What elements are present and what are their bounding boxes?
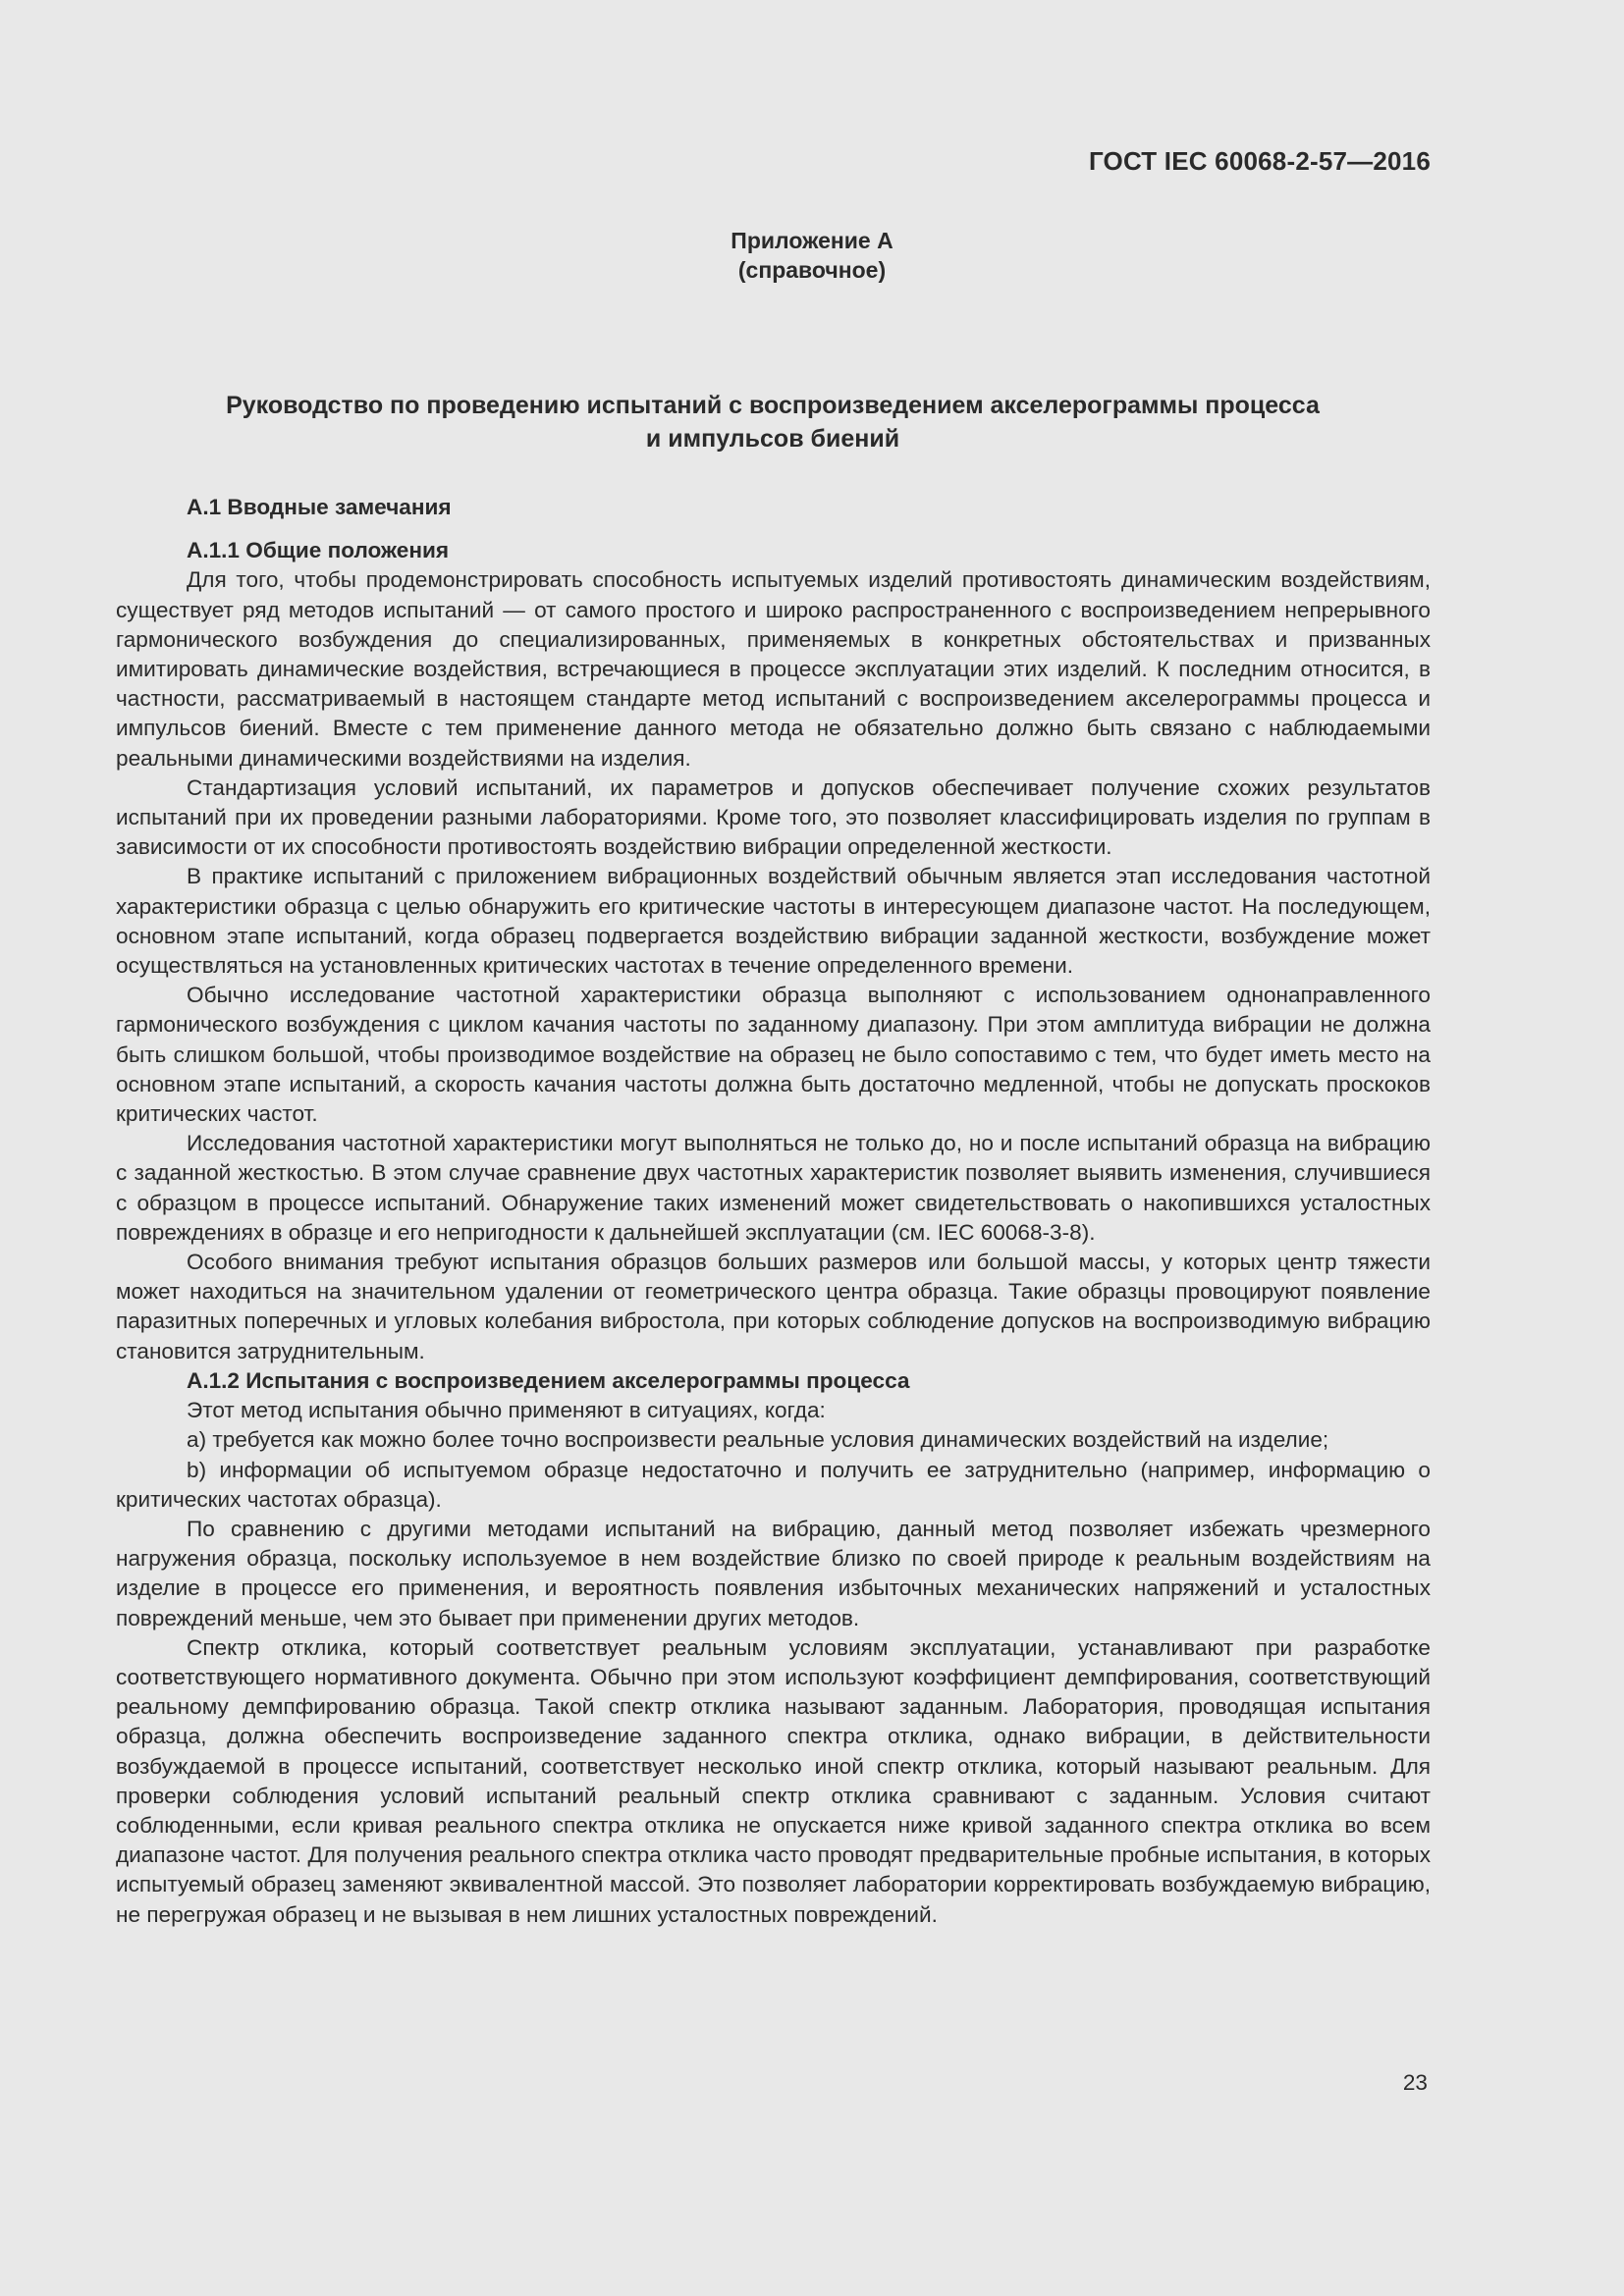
document-title: [147, 389, 1398, 455]
appendix-heading: [0, 226, 1624, 285]
section-heading-a1: А.1 Вводные замечания: [187, 495, 452, 519]
section-heading-a1-1: А.1.1 Общие положения: [187, 538, 450, 563]
paragraph: Исследования частотной характеристики могут выполняться не только до, но и после испытаний образца на вибрацию с заданной жесткостью. В этом случае сравнение двух частотных характеристик позволяет выявить изменения, случившиеся с образцом в процессе испытаний. Обнаружение таких изменений может свидетельствовать о накопившихся усталостных повреждениях в образце и его непригодности к дальнейшей эксплуатации (см. IEC 60068-3-8).: [116, 1131, 1431, 1245]
appendix-title: Приложение А: [731, 228, 893, 253]
paragraph: Особого внимания требуют испытания образцов больших размеров или большой массы, у которых центр тяжести может находиться на значительном удалении от геометрического центра образца. Такие образцы провоцируют появление паразитных поперечных и угловых колебания вибростола, при которых соблюдение допусков на воспроизводимую вибрацию становится затруднительным.: [116, 1250, 1431, 1363]
paragraph: В практике испытаний с приложением вибрационных воздействий обычным является этап исследования частотной характеристики образца с целью обнаружить его критические частоты в интересующем диапазоне частот. На последующем, основном этапе испытаний, когда образец подвергается воздействию вибрации заданной жесткости, возбуждение может осуществляться на установленных критических частотах в течение определенного времени.: [116, 864, 1431, 979]
document-title-line-2: и импульсов биений: [645, 425, 900, 453]
standard-code: ГОСТ IEC 60068-2-57—2016: [1088, 146, 1431, 176]
list-item-b: b) информации об испытуемом образце недостаточно и получить ее затруднительно (например, информацию о критических частотах образца).: [116, 1457, 1431, 1512]
section-heading-a1-2: А.1.2 Испытания с воспроизведением акселерограммы процесса: [187, 1367, 910, 1393]
paragraph: Спектр отклика, который соответствует реальным условиям эксплуатации, устанавливают при разработке соответствующего нормативного документа. Обычно при этом используют коэффициент демпфирования, соответствующий реальному демпфированию образца. Такой спектр отклика называют заданным. Лаборатория, проводящая испытания образца, должна обеспечить воспроизведение заданного спектра отклика, однако вибрации, в действительности возбуждаемой в процессе испытаний, соответствует несколько иной спектр отклика, который называют реальным. Для проверки соблюдения условий испытаний реальный спектр отклика сравнивают с заданным. Условия считают соблюденными, если кривая реального спектра отклика не опускается ниже кривой заданного спектра отклика во всем диапазоне частот. Для получения реального спектра отклика часто проводят предварительные пробные испытания, в которых испытуемый образец заменяют эквивалентной массой. Это позволяет лаборатории корректировать возбуждаемую вибрацию, не перегружая образец и не вызывая в нем лишних усталостных повреждений.: [116, 1634, 1431, 1927]
paragraph: Для того, чтобы продемонстрировать способность испытуемых изделий противостоять динамическим воздействиям, существует ряд методов испытаний — от самого простого и широко распространенного с воспроизведением непрерывного гармонического возбуждения до специализированных, применяемых в конкретных обстоятельствах и призванных имитировать динамические воздействия, встречающиеся в процессе эксплуатации этих изделий. К последним относится, в частности, рассматриваемый в настоящем стандарте метод испытаний с воспроизведением акселерограммы процесса и импульсов биений. Вместе с тем применение данного метода не обязательно должно быть связано с наблюдаемыми реальными динамическими воздействиями на изделия.: [116, 567, 1431, 771]
page-number: 23: [1402, 2070, 1428, 2095]
paragraph: Стандартизация условий испытаний, их параметров и допусков обеспечивает получение схожих результатов испытаний при их проведении разными лабораториями. Кроме того, это позволяет классифицировать изделия по группам в зависимости от их способности противостоять воздействию вибрации определенной жесткости.: [116, 774, 1431, 860]
paragraph: Обычно исследование частотной характеристики образца выполняют с использованием однонаправленного гармонического возбуждения с циклом качания частоты по заданному диапазону. При этом амплитуда вибрации не должна быть слишком большой, чтобы производимое воздействие на образец не было сопоставимо с тем, что будет иметь место на основном этапе испытаний, а скорость качания частоты должна быть достаточно медленной, чтобы не допускать проскоков критических частот.: [116, 983, 1431, 1127]
paragraph: По сравнению с другими методами испытаний на вибрацию, данный метод позволяет избежать чрезмерного нагружения образца, поскольку используемое в нем воздействие близко по своей природе к реальным воздействиям на изделие в процессе его применения, и вероятность появления избыточных механических напряжений и усталостных повреждений меньше, чем это бывает при применении других методов.: [116, 1516, 1431, 1630]
appendix-status: (справочное): [737, 257, 887, 283]
document-body: [116, 493, 1431, 1930]
list-item-a: а) требуется как можно более точно воспроизвести реальные условия динамических воздействий на изделие;: [187, 1427, 1329, 1453]
document-title-line-1: Руководство по проведению испытаний с воспроизведением акселерограммы процесса: [226, 392, 1320, 419]
paragraph: Этот метод испытания обычно применяют в ситуациях, когда:: [187, 1398, 826, 1423]
